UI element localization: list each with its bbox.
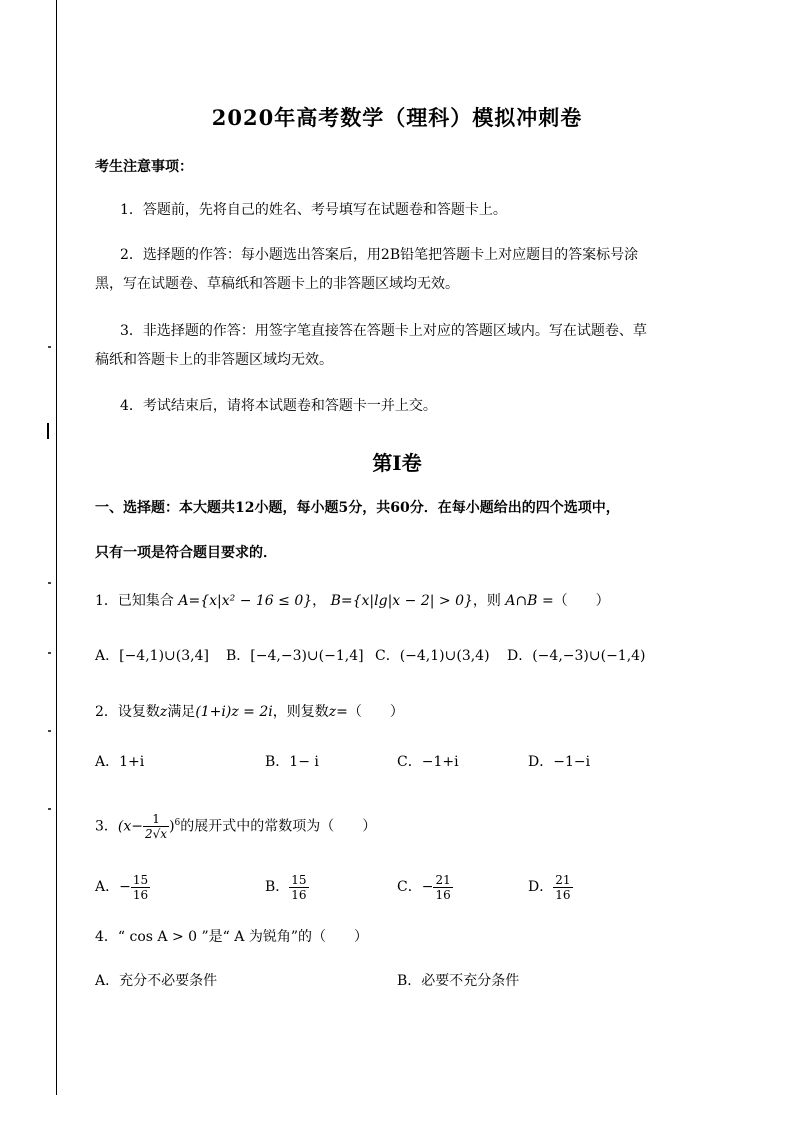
- fraction-numerator: 15: [132, 872, 149, 887]
- question-text: =（ ）: [541, 593, 610, 609]
- notice-item: 2．选择题的作答：每小题选出答案后，用2B铅笔把答题卡上对应题目的答案标号涂: [120, 247, 639, 263]
- option-label: B．: [265, 879, 290, 895]
- margin-tick: [48, 730, 51, 732]
- fraction: [289, 873, 308, 902]
- math-variable: z: [328, 704, 337, 720]
- fraction-denominator: 2√x: [145, 827, 168, 842]
- question-4-stem: 4．“ cos A > 0 ”是“ A 为锐角”的（ ）: [95, 929, 368, 945]
- option-label: C．: [397, 879, 422, 895]
- option-a: A．1+i: [95, 754, 145, 770]
- option-label: A．: [95, 879, 120, 895]
- fraction-numerator: 21: [555, 872, 571, 887]
- fraction: [143, 812, 169, 841]
- math-expression: B={x|lg|x − 2| > 0}: [330, 593, 473, 609]
- notice-item: 3．非选择题的作答：用签字笔直接答在答题卡上对应的答题区域内。写在试题卷、草: [120, 323, 647, 339]
- margin-tick: [47, 423, 49, 439]
- question-text: =（ ）: [336, 704, 404, 720]
- fraction: [131, 873, 150, 902]
- notice-heading: 考生注意事项：: [95, 159, 193, 175]
- question-text: ，则复数: [272, 704, 329, 720]
- option-d: D．−1−i: [528, 754, 591, 770]
- fraction-numerator: 1: [143, 812, 169, 827]
- sign: −: [421, 879, 434, 895]
- margin-tick: [48, 652, 51, 654]
- option-b: B．[−4,−3)∪(−1,4]: [226, 648, 364, 664]
- section-title: 第Ⅰ卷: [372, 451, 422, 475]
- question-text: ，则: [472, 593, 501, 609]
- fraction-numerator: 15: [291, 872, 307, 887]
- question-1-stem: [95, 591, 610, 611]
- math-expression: ): [169, 818, 175, 835]
- page-title: 2020年高考数学（理科）模拟冲刺卷: [211, 105, 583, 130]
- exponent: 6: [174, 818, 181, 828]
- margin-tick: [48, 808, 51, 810]
- fraction-denominator: 16: [132, 887, 149, 902]
- option-b: B．必要不充分条件: [397, 973, 520, 989]
- fraction-denominator: 16: [291, 887, 307, 902]
- fraction: [553, 873, 572, 902]
- fraction-denominator: 16: [435, 887, 451, 902]
- question-3-stem: [95, 805, 376, 845]
- fraction-numerator: 21: [435, 872, 451, 887]
- binding-margin-line: [56, 0, 57, 1095]
- option-c: C．(−4,1)∪(3,4): [375, 648, 490, 664]
- math-expression: (1+i)z = 2i: [195, 704, 273, 720]
- math-variable: z: [159, 704, 168, 720]
- option-d: D．(−4,−3)∪(−1,4): [507, 648, 646, 664]
- question-text: 满足: [167, 704, 196, 720]
- fraction: [433, 873, 452, 902]
- option-b: [265, 870, 309, 904]
- part-instructions-continued: 只有一项是符合题目要求的．: [95, 545, 277, 561]
- option-c: [397, 870, 453, 904]
- option-a: A．充分不必要条件: [95, 973, 218, 989]
- math-expression: (x−: [117, 818, 144, 835]
- part-instructions: 一、选择题：本大题共12小题，每小题5分，共60分．在每小题给出的四个选项中，: [95, 500, 620, 516]
- option-a: [95, 870, 150, 904]
- margin-tick: [48, 346, 51, 348]
- question-text: 1．已知集合: [95, 593, 174, 609]
- notice-item: 4．考试结束后，请将本试题卷和答题卡一并上交。: [120, 398, 437, 414]
- option-label: D．: [528, 879, 554, 895]
- option-b: B．1− i: [265, 754, 319, 770]
- margin-tick: [48, 582, 51, 584]
- notice-item: 1．答题前，先将自己的姓名、考号填写在试题卷和答题卡上。: [120, 202, 507, 218]
- math-expression: A={x|x² − 16 ≤ 0}: [178, 593, 313, 609]
- fraction-denominator: 16: [555, 887, 571, 902]
- question-number: 3．: [95, 818, 118, 835]
- question-2-stem: [95, 702, 404, 722]
- option-a: A．[−4,1)∪(3,4]: [95, 648, 209, 664]
- sign: −: [119, 879, 131, 895]
- math-expression: A∩B: [505, 593, 538, 609]
- question-text: 的展开式中的常数项为（ ）: [180, 818, 377, 835]
- option-c: C．−1+i: [397, 754, 459, 770]
- question-text: 2．设复数: [95, 704, 160, 720]
- notice-item-continued: 稿纸和答题卡上的非答题区域均无效。: [95, 352, 333, 368]
- option-d: [528, 870, 573, 904]
- question-text: ，: [312, 593, 327, 609]
- notice-item-continued: 黑，写在试题卷、草稿纸和答题卡上的非答题区域均无效。: [95, 276, 459, 292]
